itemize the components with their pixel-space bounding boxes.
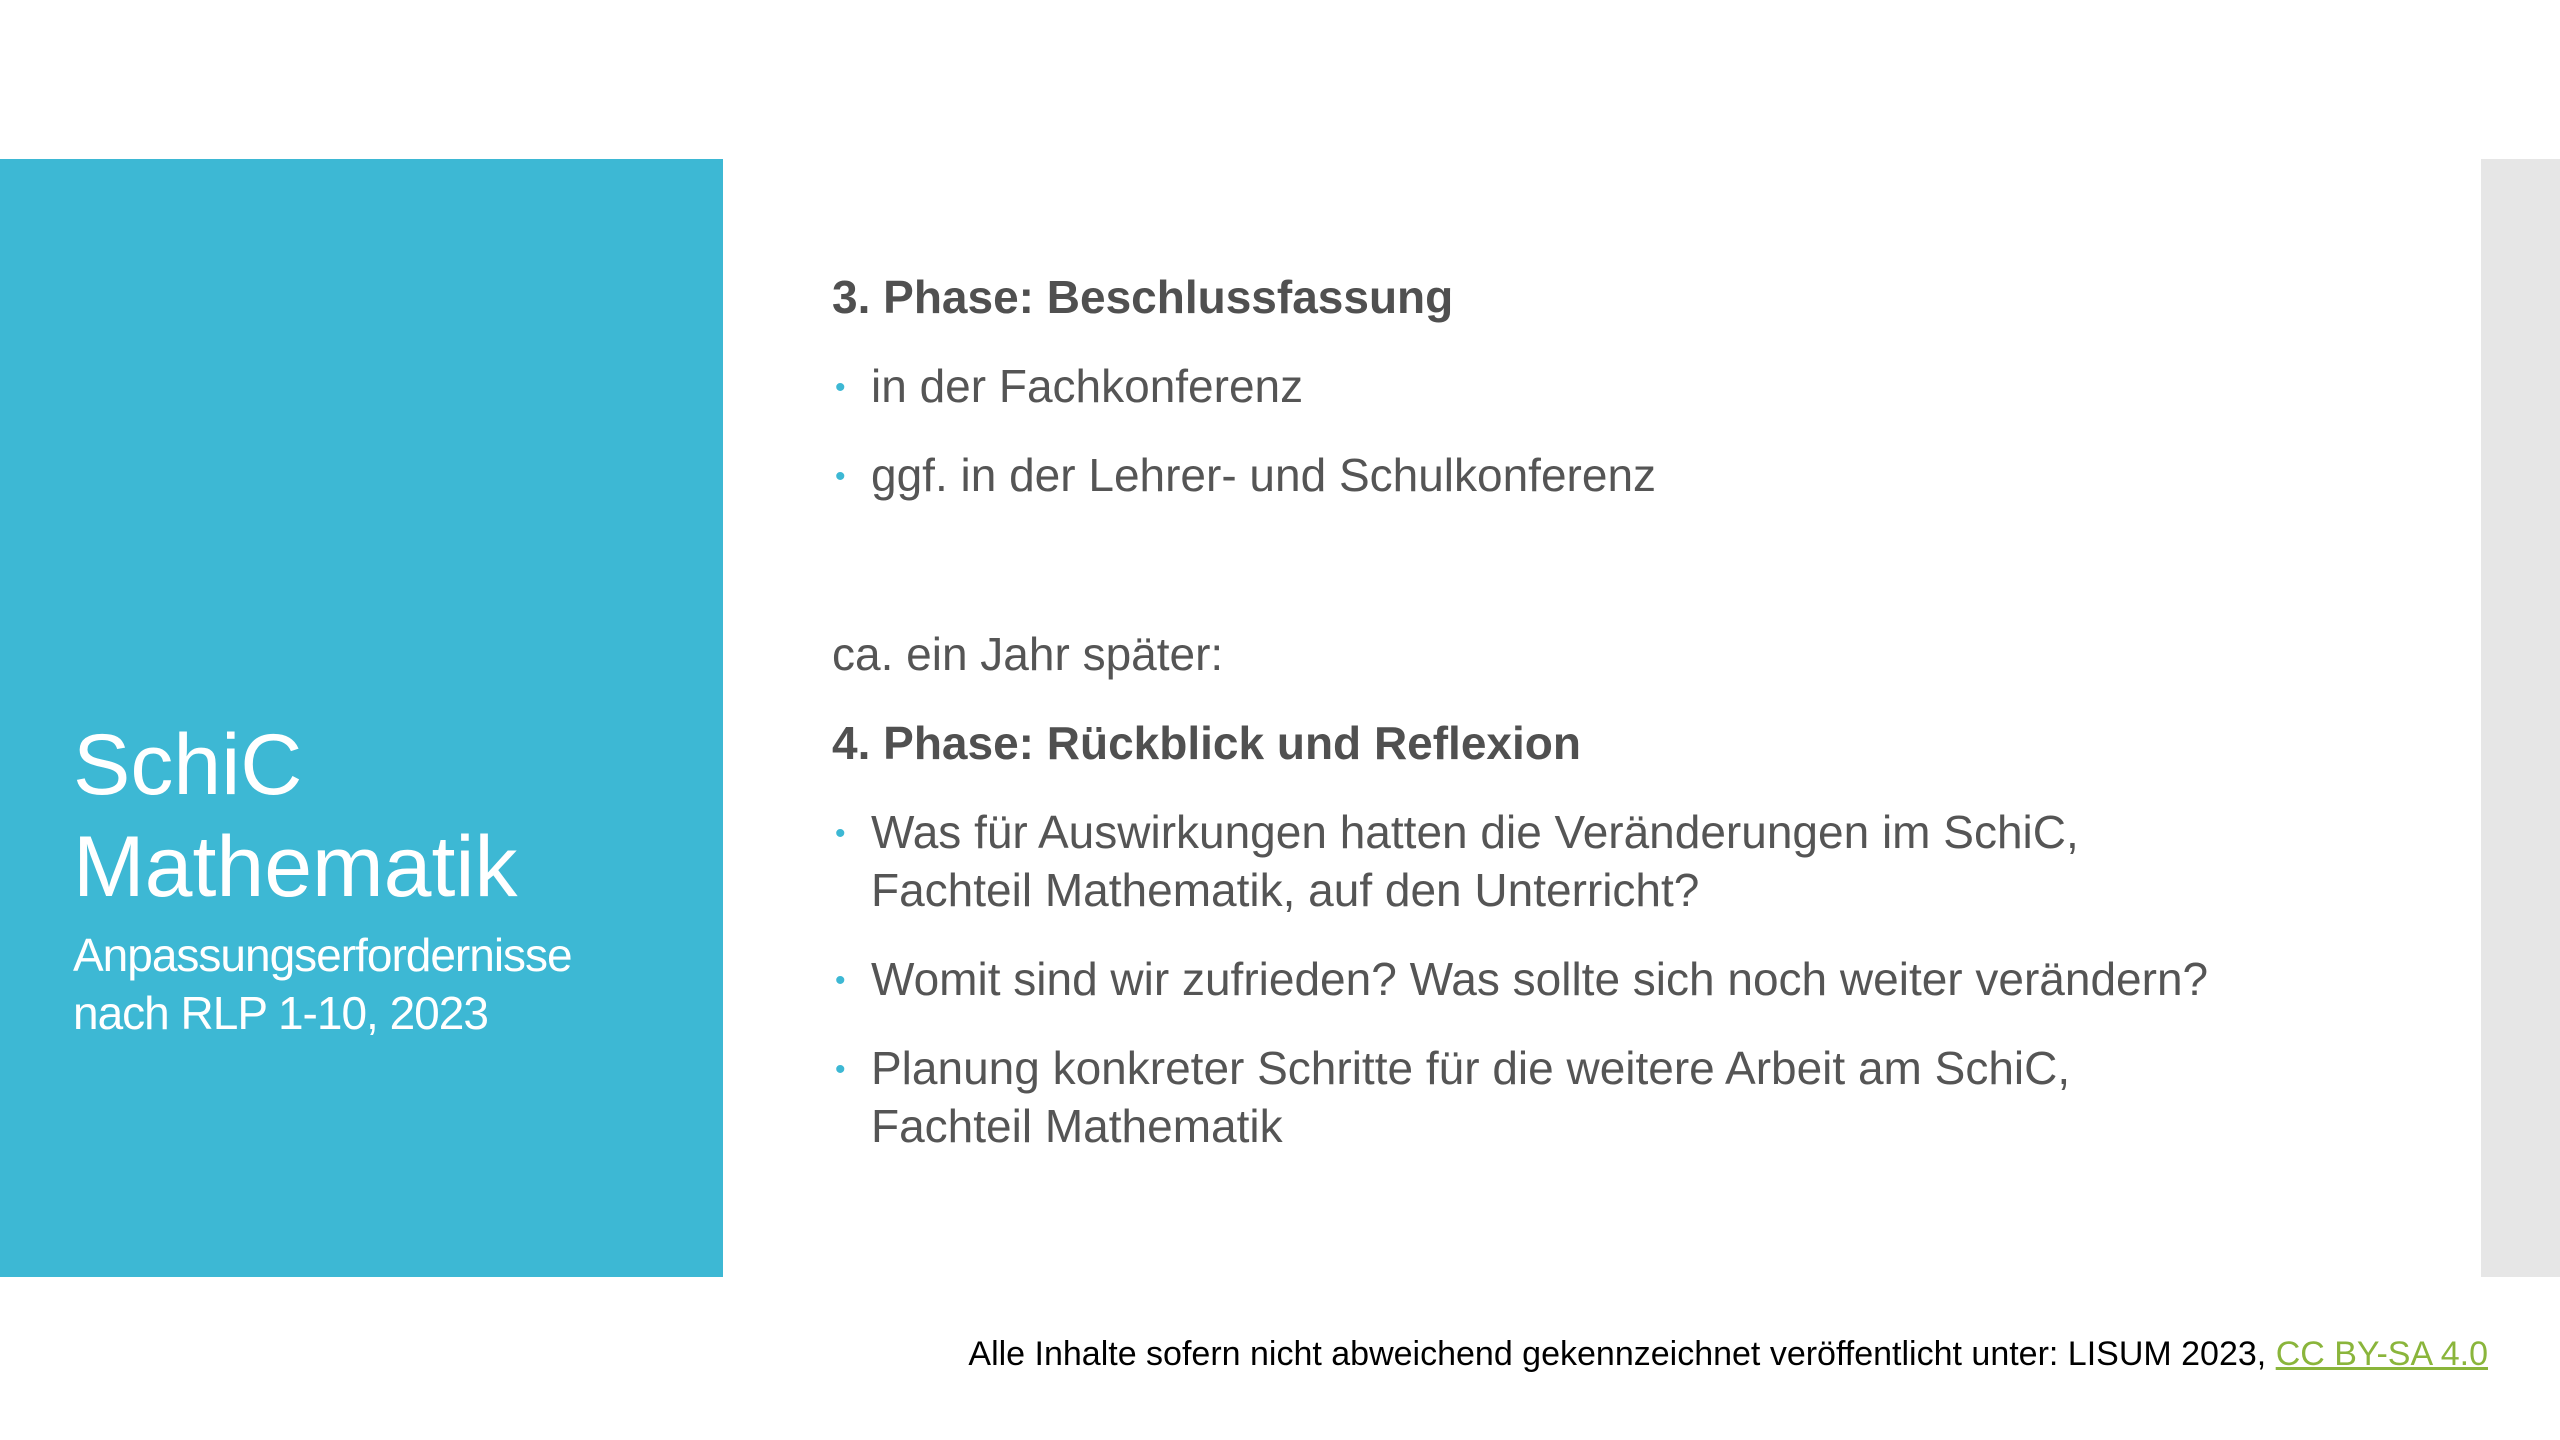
bullet-icon: •: [835, 964, 846, 997]
list-item-text-line-1: Planung konkreter Schritte für die weitere Arbeit am SchiC,: [871, 1042, 2071, 1094]
list-item-text-line-1: Womit sind wir zufrieden? Was sollte sich noch weiter verändern?: [871, 953, 2209, 1005]
list-item: [832, 1039, 2452, 1155]
list-item: [832, 803, 2452, 919]
phase4-list: [832, 803, 2452, 1155]
bullet-icon: •: [835, 460, 846, 493]
list-item: [832, 446, 2452, 504]
list-item-text-line-1: Was für Auswirkungen hatten die Veränderungen im SchiC,: [871, 806, 2079, 858]
title-line-2: Mathematik: [73, 819, 518, 915]
subtitle: [73, 926, 693, 1042]
footer-text: Alle Inhalte sofern nicht abweichend gekennzeichnet veröffentlicht unter: LISUM 2023,: [968, 1335, 2276, 1373]
subtitle-line-1: Anpassungserfordernisse: [73, 929, 572, 981]
later-text: ca. ein Jahr später:: [832, 628, 1224, 680]
title-block: [73, 714, 693, 1042]
phase3-list: [832, 357, 2452, 504]
bullet-icon: •: [835, 1053, 846, 1086]
slide-content: [832, 268, 2452, 1155]
list-item-text: ggf. in der Lehrer- und Schulkonferenz: [871, 449, 1657, 501]
right-decor-strip: [2481, 159, 2560, 1277]
list-item-text: in der Fachkonferenz: [871, 360, 1304, 412]
subtitle-line-2: nach RLP 1-10, 2023: [73, 987, 488, 1039]
bullet-icon: •: [835, 817, 846, 850]
phase4-heading: 4. Phase: Rückblick und Reflexion: [832, 717, 1581, 769]
list-item: [832, 950, 2452, 1008]
phase3-heading: 3. Phase: Beschlussfassung: [832, 271, 1454, 323]
title-panel: [0, 159, 723, 1277]
footer-license: [968, 1335, 2488, 1374]
license-link[interactable]: CC BY-SA 4.0: [2275, 1335, 2488, 1373]
title-line-1: SchiC: [73, 717, 303, 813]
bullet-icon: •: [835, 371, 846, 404]
list-item-text-line-2: Fachteil Mathematik, auf den Unterricht?: [871, 864, 1700, 916]
list-item: [832, 357, 2452, 415]
list-item-text-line-2: Fachteil Mathematik: [871, 1100, 1283, 1152]
